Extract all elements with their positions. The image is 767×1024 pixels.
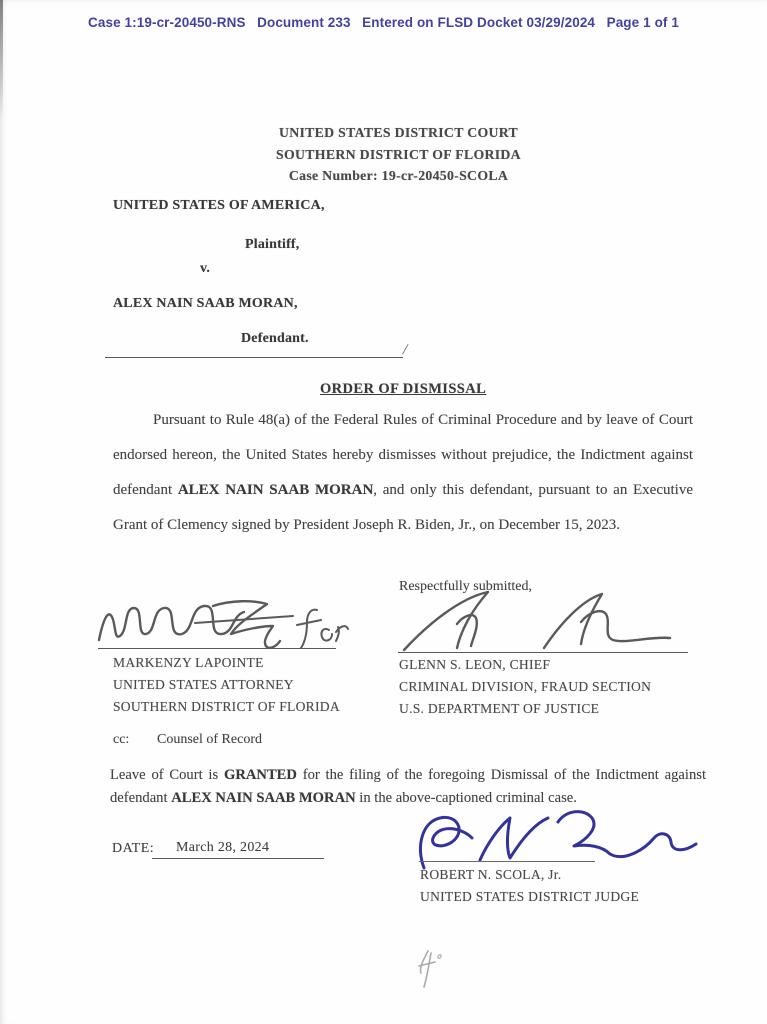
leon-department: U.S. DEPARTMENT OF JUSTICE xyxy=(399,700,600,716)
court-name: UNITED STATES DISTRICT COURT xyxy=(278,125,519,140)
caption-divider-line xyxy=(105,342,403,358)
leon-name: GLENN S. LEON, CHIEF xyxy=(399,657,551,672)
order-body-seg1: Pursuant to Rule 48(a) of the Federal Rules of Criminal Procedure and by leave of Court endorsed hereon, the United States hereby dismisses without prejudice, the Indictment against defendant xyxy=(113,412,693,498)
leave-seg2: for the filing of the foregoing Dismissal of the Indictment against defendant xyxy=(110,767,706,806)
defendant-name: ALEX NAIN SAAB MORAN, xyxy=(113,296,298,311)
leon-signature-line xyxy=(398,636,688,653)
order-body-defendant-bold: ALEX NAIN SAAB MORAN xyxy=(177,482,374,498)
judge-signature-block xyxy=(420,864,639,908)
lapointe-name: MARKENZY LAPOINTE xyxy=(113,655,264,670)
ecf-stamp-header: Case 1:19-cr-20450-RNS Document 233 Entered on FLSD Docket 03/29/2024 Page 1 of 1 xyxy=(88,15,679,30)
ink-smudge xyxy=(408,945,452,991)
plaintiff-name: UNITED STATES OF AMERICA, xyxy=(113,198,325,213)
order-body-paragraph xyxy=(113,403,693,543)
order-body-seg2: , and only this defendant, pursuant to an Executive Grant of Clemency signed by President Joseph R. Biden, Jr., on December 15, 2023. xyxy=(113,482,693,533)
leon-signature-block xyxy=(399,654,651,719)
judge-signature-line xyxy=(419,845,595,862)
plaintiff-role: Plaintiff, xyxy=(245,237,300,252)
leave-granted-bold: GRANTED xyxy=(223,767,297,783)
case-number: Case Number: 19-cr-20450-SCOLA xyxy=(288,168,509,183)
leave-paragraph xyxy=(110,764,706,809)
lapointe-signature-block xyxy=(113,652,340,717)
cc-label: cc: xyxy=(113,732,130,747)
lapointe-title: UNITED STATES ATTORNEY xyxy=(113,676,294,692)
respectfully-submitted-label: Respectfully submitted, xyxy=(399,579,532,594)
judge-title: UNITED STATES DISTRICT JUDGE xyxy=(420,888,640,904)
judge-name: ROBERT N. SCOLA, Jr. xyxy=(420,867,562,882)
court-header xyxy=(30,122,767,187)
order-title: ORDER OF DISMISSAL xyxy=(320,381,487,397)
caption-slash: / xyxy=(401,342,409,358)
versus-label: v. xyxy=(200,261,211,276)
lapointe-signature-line xyxy=(98,632,336,649)
leon-division: CRIMINAL DIVISION, FRAUD SECTION xyxy=(399,678,652,694)
cc-value: Counsel of Record xyxy=(157,732,262,747)
leave-seg1: Leave of Court is xyxy=(110,767,224,783)
district-name: SOUTHERN DISTRICT OF FLORIDA xyxy=(276,146,521,162)
leave-seg3: in the above-captioned criminal case. xyxy=(355,789,577,806)
defendant-role: Defendant. xyxy=(241,331,309,346)
leave-defendant-bold: ALEX NAIN SAAB MORAN xyxy=(171,789,356,806)
lapointe-district: SOUTHERN DISTRICT OF FLORIDA xyxy=(113,698,340,714)
date-value: March 28, 2024 xyxy=(176,840,270,855)
date-label: DATE: xyxy=(112,841,155,856)
